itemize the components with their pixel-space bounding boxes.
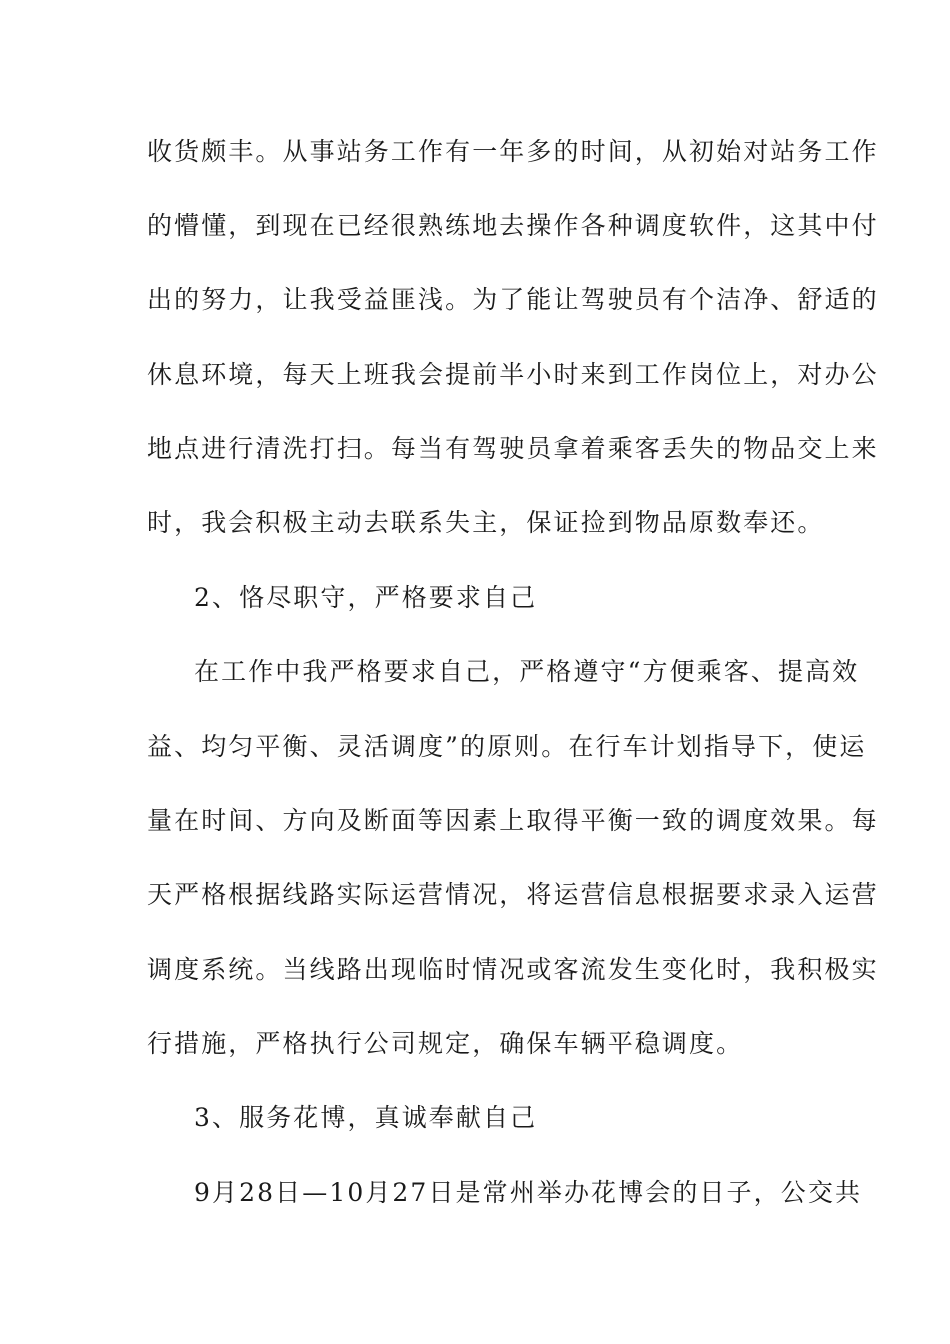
- paragraph-line: 天严格根据线路实际运营情况，将运营信息根据要求录入运营: [147, 880, 879, 909]
- paragraph-line: 在工作中我严格要求自己，严格遵守“方便乘客、提高效: [194, 657, 860, 686]
- section-heading: 2、恪尽职守，严格要求自己: [194, 583, 538, 612]
- paragraph-line: 出的努力，让我受益匪浅。为了能让驾驶员有个洁净、舒适的: [147, 285, 879, 314]
- paragraph-line: 收货颇丰。从事站务工作有一年多的时间，从初始对站务工作: [147, 137, 879, 166]
- paragraph-line: 时，我会积极主动去联系失主，保证捡到物品原数奉还。: [147, 508, 825, 537]
- paragraph-line: 行措施，严格执行公司规定，确保车辆平稳调度。: [147, 1029, 744, 1058]
- paragraph-line: 调度系统。当线路出现临时情况或客流发生变化时，我积极实: [147, 955, 879, 984]
- paragraph-line: 的懵懂，到现在已经很熟练地去操作各种调度软件，这其中付: [147, 211, 879, 240]
- paragraph-line: 9月28日—10月27日是常州举办花博会的日子，公交共: [194, 1178, 863, 1207]
- paragraph-line: 量在时间、方向及断面等因素上取得平衡一致的调度效果。每: [147, 806, 879, 835]
- paragraph-line: 地点进行清洗打扫。每当有驾驶员拿着乘客丢失的物品交上来: [147, 434, 879, 463]
- section-heading: 3、服务花博，真诚奉献自己: [194, 1103, 538, 1132]
- paragraph-line: 益、均匀平衡、灵活调度”的原则。在行车计划指导下，使运: [147, 732, 867, 761]
- paragraph-line: 休息环境，每天上班我会提前半小时来到工作岗位上，对办公: [147, 360, 879, 389]
